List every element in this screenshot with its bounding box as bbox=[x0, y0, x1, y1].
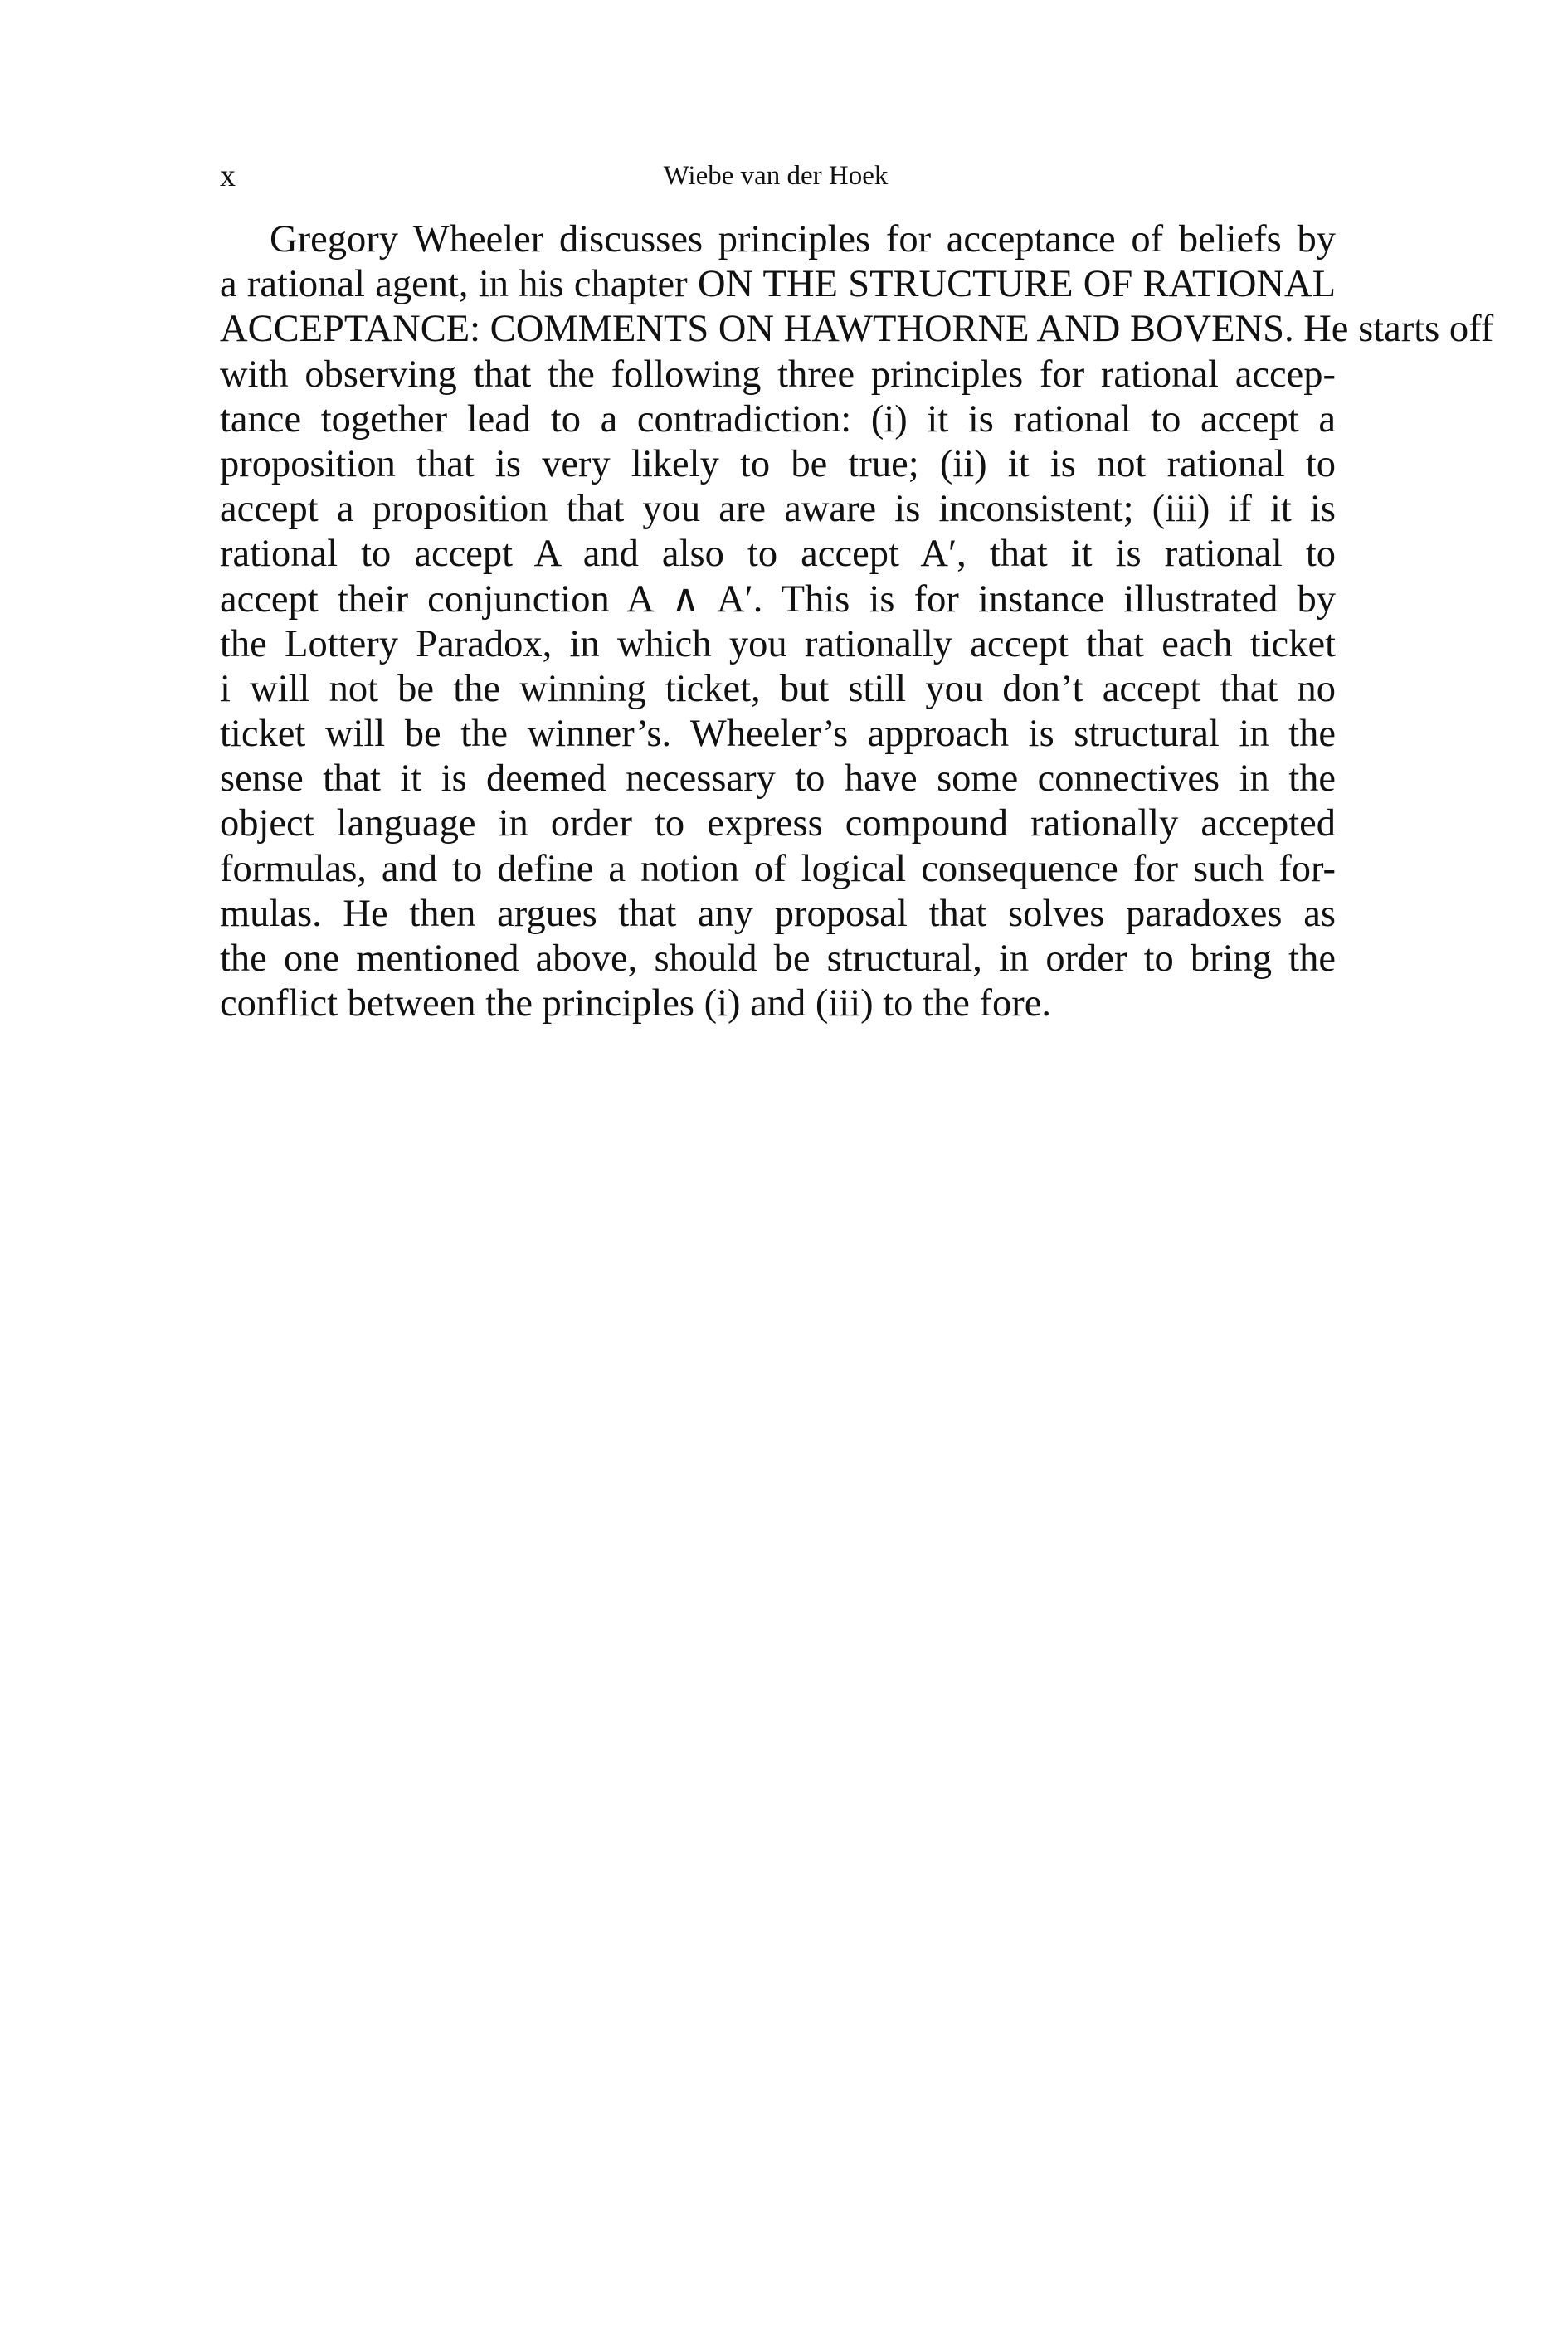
paragraph-line: proposition that is very likely to be true; (ii) it is not rational to bbox=[220, 442, 1336, 485]
paragraph-line: rational to accept A and also to accept A′, that it is rational to bbox=[220, 533, 1336, 576]
paragraph-line: the Lottery Paradox, in which you rationally accept that each ticket bbox=[220, 622, 1336, 665]
running-title: Wiebe van der Hoek bbox=[663, 161, 889, 191]
paragraph-line: conflict between the principles (i) and (iii) to the fore. bbox=[220, 982, 1051, 1025]
paragraph-line: i will not be the winning ticket, but still you don’t accept that no bbox=[220, 667, 1336, 710]
paragraph-line: the one mentioned above, should be structural, in order to bring the bbox=[220, 937, 1336, 980]
paragraph-line: accept their conjunction A ∧ A′. This is for instance illustrated by bbox=[220, 577, 1336, 621]
paragraph-line: object language in order to express compound rationally accepted bbox=[220, 802, 1336, 845]
paragraph-line: ticket will be the winner’s. Wheeler’s approach is structural in the bbox=[220, 713, 1336, 756]
page-number: x bbox=[220, 158, 236, 193]
paragraph-line: Gregory Wheeler discusses principles for acceptance of beliefs by bbox=[270, 218, 1336, 261]
body-paragraph bbox=[220, 217, 1494, 1026]
paragraph-line: ACCEPTANCE: COMMENTS ON HAWTHORNE AND BOVENS. He starts off bbox=[220, 308, 1494, 351]
paragraph-line: tance together lead to a contradiction: (i) it is rational to accept a bbox=[220, 397, 1336, 441]
paragraph-line: accept a proposition that you are aware is inconsistent; (iii) if it is bbox=[220, 488, 1336, 531]
paragraph-line: a rational agent, in his chapter ON THE STRUCTURE OF RATIONAL bbox=[220, 263, 1336, 306]
paragraph-line: with observing that the following three principles for rational accep- bbox=[220, 353, 1336, 396]
paragraph-line: mulas. He then argues that any proposal that solves paradoxes as bbox=[220, 892, 1336, 935]
paragraph-line: sense that it is deemed necessary to have some connectives in the bbox=[220, 757, 1336, 801]
running-head bbox=[220, 158, 1332, 194]
paragraph-line: formulas, and to define a notion of logical consequence for such for- bbox=[220, 847, 1336, 890]
